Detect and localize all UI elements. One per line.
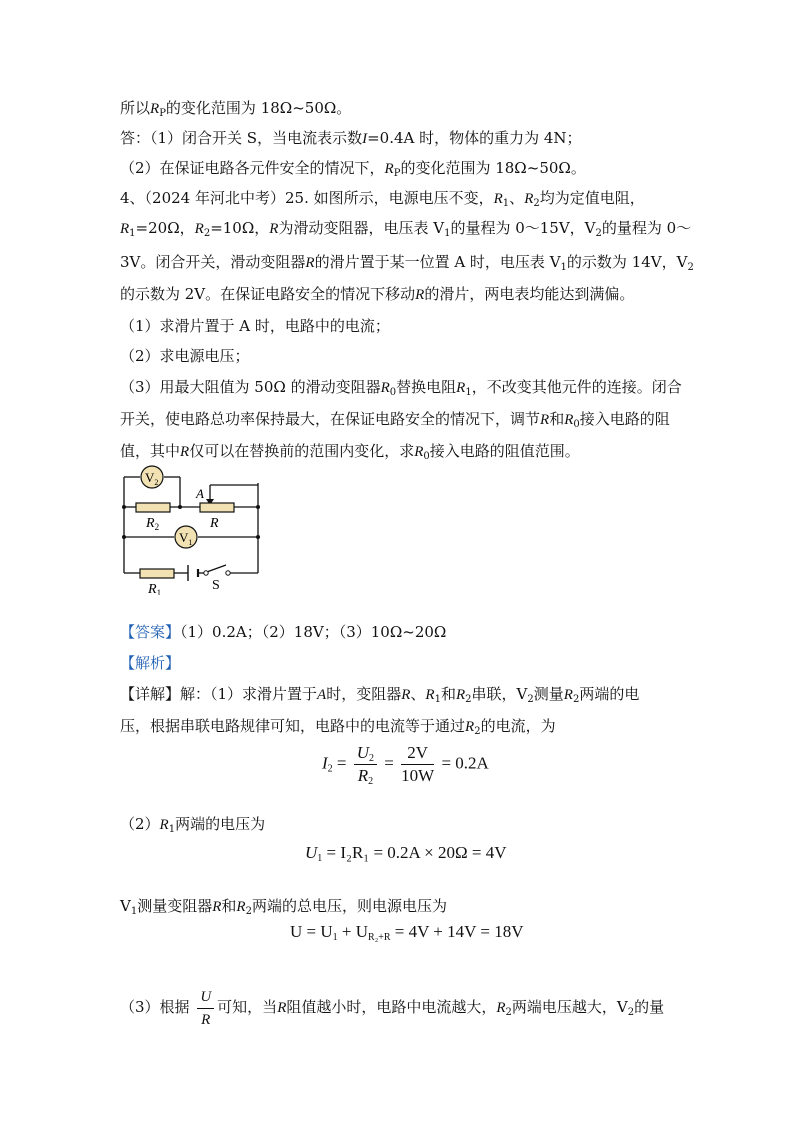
detail-line-2: 压，根据串联电路规律可知，电路中的电流等于通过$R_2$的电流，为 [120, 717, 556, 737]
label-v1: $V_1$ [179, 530, 193, 547]
text-line-6: 3V。闭合开关，滑动变阻器R的滑片置于某一位置 A 时，电压表 $V_1$的示数为 14V，$V_2$ [120, 253, 694, 273]
text-line-2: 答：（1）闭合开关 S，当电流表示数I=0.4A 时，物体的重力为 4N； [120, 129, 582, 147]
analysis-line [120, 653, 180, 673]
label-v2: $V_2$ [145, 470, 159, 487]
label-a: A [196, 486, 204, 501]
text-line-7: 的示数为 2V。在保证电路安全的情况下移动R的滑片，两电表均能达到满偏。 [120, 285, 635, 303]
text-line-3: （2）在保证电路各元件安全的情况下，$R_P$的变化范围为 18Ω~50Ω。 [120, 159, 586, 179]
text-line-5: $R_1=20\Omega$，$R_2=10\Omega$，R为滑动变阻器，电压表 $V_1$的量程为 0～15V，$V_2$的量程为 0～ [120, 219, 692, 239]
resistor-r1 [140, 569, 174, 578]
circuit-diagram [118, 465, 278, 595]
answer-tag: 【答案】 [120, 623, 181, 641]
detail-line-3: $(2)R_1$两端的电压为 [120, 815, 266, 835]
label-r: R [210, 516, 219, 531]
question-3-line-3: 值，其中R仅可以在替换前的范围内变化，求$R_0$接入电路的阻值范围。 [120, 442, 580, 462]
resistor-r2 [136, 503, 170, 512]
text-line-4: 4、（2024 年河北中考）25. 如图所示，电源电压不变，$R_1$、$R_2$均为定值电阻， [120, 189, 645, 209]
resistor-r [200, 503, 234, 512]
question-2: （2）求电源电压； [120, 347, 250, 365]
equation-source-voltage: $U = U_1 + U_{R_2+R} = 4V + 14V = 18V$ [290, 922, 524, 943]
equation-u1: $U_1 = I_2R_1 = 0.2A \times 20\Omega = 4V$ [305, 843, 507, 864]
label-s: S [212, 578, 220, 593]
detail-line-1: 【详解】解：（1）求滑片置于A时，变阻器R、$R_1$和$R_2$串联，$V_2$测量$R_2$两端的电 [120, 685, 640, 705]
question-1: （1）求滑片置于 A 时，电路中的电流； [120, 317, 390, 335]
question-3-line-1: （3）用最大阻值为 50Ω 的滑动变阻器$R_0$替换电阻$R_1$，不改变其他元件的连接。闭合 [120, 378, 682, 398]
label-r2: $R_2$ [146, 516, 160, 532]
analysis-tag: 【解析】 [120, 654, 181, 672]
detail-line-4: $V_1$测量变阻器R和$R_2$两端的总电压，则电源电压为 [120, 897, 447, 917]
detail-line-5: （3）根据 $\frac{U}{R}$ 可知，当R阻值越小时，电路中电流越大，$R_2$两端电压越大，$V_2$的量 [120, 985, 664, 1031]
question-3-line-2: 开关，使电路总功率保持最大，在保证电路安全的情况下，调节R和$R_0$接入电路的阻 [120, 410, 670, 430]
answer-line: 【答案】（1）0.2A；（2）18V；（3）10Ω~20Ω [120, 623, 447, 641]
equation-current: $I_2$ = $\frac{U_2}{R_2}$ = $\frac{2V}{10W}$ = 0.2A [322, 743, 489, 787]
label-r1: $R_1$ [148, 582, 162, 595]
text-line-1: 所以$R_P$的变化范围为 18Ω~50Ω。 [120, 99, 352, 119]
